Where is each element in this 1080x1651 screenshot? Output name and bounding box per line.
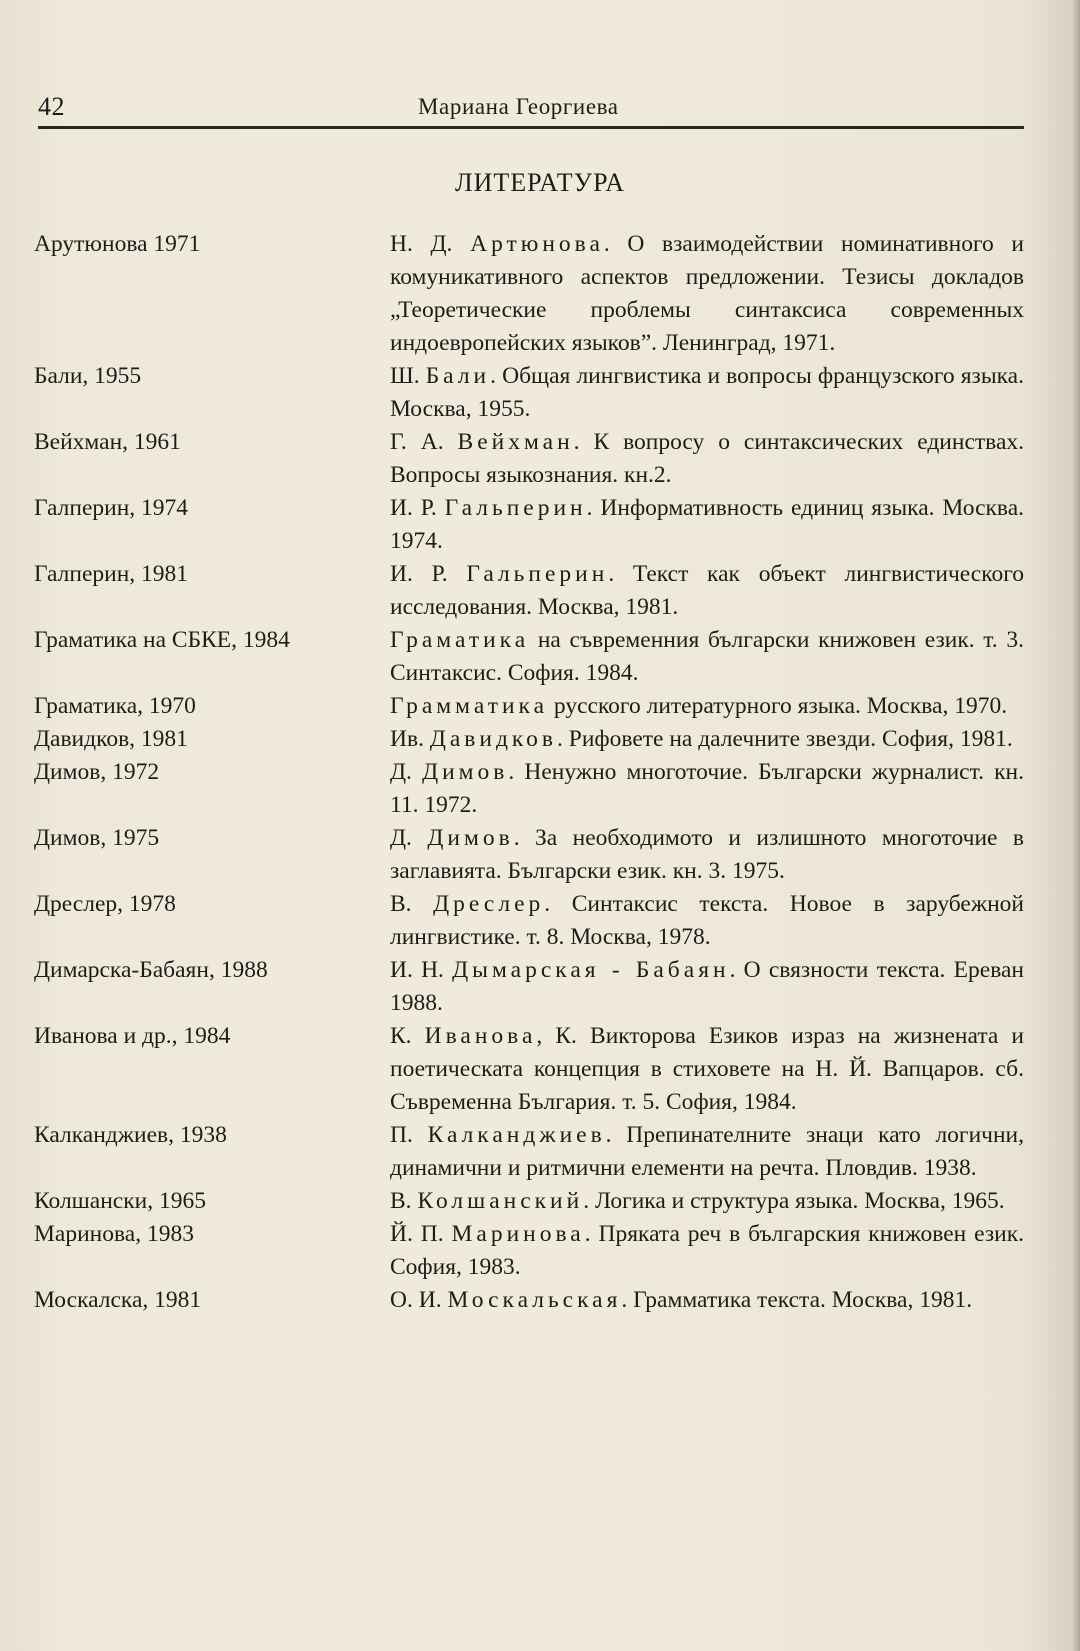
bib-entry	[34, 624, 1024, 690]
bib-author: Грамматика	[390, 693, 549, 719]
bib-initials: И. Р.	[390, 495, 445, 521]
bib-initials: Ш.	[390, 363, 426, 389]
bib-text: . Синтаксис текста. Новое в зарубежной лингвистике. т. 8. Москва, 1978.	[390, 891, 1024, 950]
bib-entry	[34, 1284, 1024, 1317]
bib-key: Колшански, 1965	[34, 1188, 206, 1214]
bib-text: . Препинателните знаци като логични, динамични и ритмични елементи на речта. Пловдив. 1938.	[390, 1122, 1024, 1181]
bib-text: . За необходимото и излишното многоточие в заглавията. Български език. кн. 3. 1975.	[390, 825, 1025, 884]
bib-author: Вейхман	[457, 429, 574, 455]
bib-author: Граматика	[390, 627, 530, 653]
bib-reference	[356, 723, 1024, 756]
bib-initials: Ив.	[390, 726, 430, 752]
bib-text: . О взаимодействии номинативного и комуникативного аспектов предложении. Тезисы докладов „Теоретические проблемы синтаксиса современных индоевропейских языков”. Ленинград, 1971.	[390, 231, 1024, 356]
bib-key: Дреслер, 1978	[34, 891, 176, 917]
bib-text: . К вопросу о синтаксических единствах. Вопросы языкознания. кн.2.	[390, 429, 1024, 488]
bib-text: . Ненужно многоточие. Български журналист. кн. 11. 1972.	[390, 759, 1025, 818]
bib-text: , К. Викторова Езиков израз на жизнената и поетическата концепция в стиховете на Н. Й. Вапцаров. сб. Съвременна България. т. 5. София, 1984.	[390, 1023, 1024, 1115]
bib-entry	[34, 954, 1024, 1020]
bib-text: . Логика и структура языка. Москва, 1965.	[583, 1188, 1005, 1214]
section-title: ЛИТЕРАТУРА	[455, 168, 625, 197]
bib-entry	[34, 756, 1024, 822]
bib-entry	[34, 426, 1024, 492]
bib-reference	[356, 1185, 1024, 1218]
bib-author: Дреслер	[433, 891, 545, 917]
bib-entry	[34, 822, 1024, 888]
page-number: 42	[38, 92, 65, 121]
bib-author: Колшанский	[417, 1188, 584, 1214]
bib-key: Давидков, 1981	[34, 726, 188, 752]
bib-text: . Рифовете на далечните звезди. София, 1981.	[557, 726, 1013, 752]
bib-entry	[34, 228, 1024, 360]
bib-entry	[34, 888, 1024, 954]
bib-key: Галперин, 1981	[34, 561, 189, 587]
bib-key: Димов, 1972	[34, 759, 160, 785]
bib-author: Бали	[425, 363, 491, 389]
bib-initials: П.	[390, 1122, 428, 1148]
bib-reference	[356, 1218, 1024, 1284]
page-header	[38, 92, 1024, 126]
bib-reference	[356, 690, 1024, 723]
bib-reference	[356, 1284, 1024, 1317]
bib-author: Дымарская - Бабаян	[452, 957, 730, 983]
bib-key: Граматика на СБКЕ, 1984	[34, 627, 290, 653]
bib-reference	[356, 888, 1024, 954]
bibliography-list	[34, 228, 1024, 1317]
header-rule	[38, 126, 1024, 129]
bib-initials: К.	[390, 1023, 425, 1049]
bib-entry	[34, 690, 1024, 723]
bib-text: на съвременния български книжовен език. т. 3. Синтаксис. София. 1984.	[390, 627, 1024, 686]
bib-entry	[34, 360, 1024, 426]
bib-entry	[34, 1185, 1024, 1218]
bib-key: Москалска, 1981	[34, 1287, 202, 1313]
bib-author: Димов	[427, 825, 514, 851]
bib-text: . Общая лингвистика и вопросы французского языка. Москва, 1955.	[390, 363, 1024, 422]
bib-initials: И. Н.	[390, 957, 453, 983]
bib-key: Галперин, 1974	[34, 495, 189, 521]
bib-initials: И. Р.	[390, 561, 467, 587]
bib-reference	[356, 492, 1024, 558]
bib-initials: Д.	[390, 825, 428, 851]
bib-author: Калканджиев	[427, 1122, 606, 1148]
bib-text: . Пряката реч в българския книжовен език. София, 1983.	[390, 1221, 1024, 1280]
bib-initials: В.	[390, 891, 434, 917]
bib-key: Бали, 1955	[34, 363, 142, 389]
bib-text: русского литературного языка. Москва, 1970.	[548, 693, 1008, 719]
bib-reference	[356, 360, 1024, 426]
bib-reference	[356, 228, 1024, 360]
bib-author: Москальская	[447, 1287, 622, 1313]
bib-reference	[356, 558, 1024, 624]
bib-reference	[356, 954, 1024, 1020]
bib-key: Димарска-Бабаян, 1988	[34, 957, 268, 983]
bib-key: Граматика, 1970	[34, 693, 196, 719]
bib-author: Иванова	[424, 1023, 537, 1049]
bib-initials: В.	[390, 1188, 418, 1214]
bib-initials: Н. Д.	[390, 231, 471, 257]
page-edge-shadow	[1072, 0, 1080, 1651]
bib-reference	[356, 624, 1024, 690]
bib-initials: Д.	[390, 759, 423, 785]
bib-text: . Грамматика текста. Москва, 1981.	[621, 1287, 973, 1313]
bib-key: Калканджиев, 1938	[34, 1122, 227, 1148]
bib-key: Иванова и др., 1984	[34, 1023, 231, 1049]
bib-key: Маринова, 1983	[34, 1221, 194, 1247]
bib-text: . О связности текста. Ереван 1988.	[390, 957, 1024, 1016]
bib-author: Гальперин	[466, 561, 609, 587]
bib-reference	[356, 426, 1024, 492]
bib-reference	[356, 822, 1024, 888]
bib-author: Гальперин	[444, 495, 587, 521]
bib-initials: Г. А.	[390, 429, 458, 455]
bib-entry	[34, 1119, 1024, 1185]
bib-key: Арутюнова 1971	[34, 231, 201, 257]
bib-author: Артюнова	[470, 231, 604, 257]
bib-entry	[34, 723, 1024, 756]
bib-initials: О. И.	[390, 1287, 448, 1313]
bib-reference	[356, 1119, 1024, 1185]
running-head: Мариана Георгиева	[418, 94, 619, 119]
bib-entry	[34, 558, 1024, 624]
bib-reference	[356, 1020, 1024, 1119]
bib-text: . Информативность единиц языка. Москва. 1974.	[390, 495, 1025, 554]
bib-author: Давидков	[429, 726, 557, 752]
bib-text: . Текст как объект лингвистического исследования. Москва, 1981.	[390, 561, 1025, 620]
bib-key: Вейхман, 1961	[34, 429, 181, 455]
bib-key: Димов, 1975	[34, 825, 160, 851]
bib-entry	[34, 1020, 1024, 1119]
bib-author: Димов	[422, 759, 509, 785]
bib-author: Маринова	[451, 1221, 585, 1247]
bib-reference	[356, 756, 1024, 822]
bib-initials: Й. П.	[390, 1221, 452, 1247]
bib-entry	[34, 1218, 1024, 1284]
bib-entry	[34, 492, 1024, 558]
